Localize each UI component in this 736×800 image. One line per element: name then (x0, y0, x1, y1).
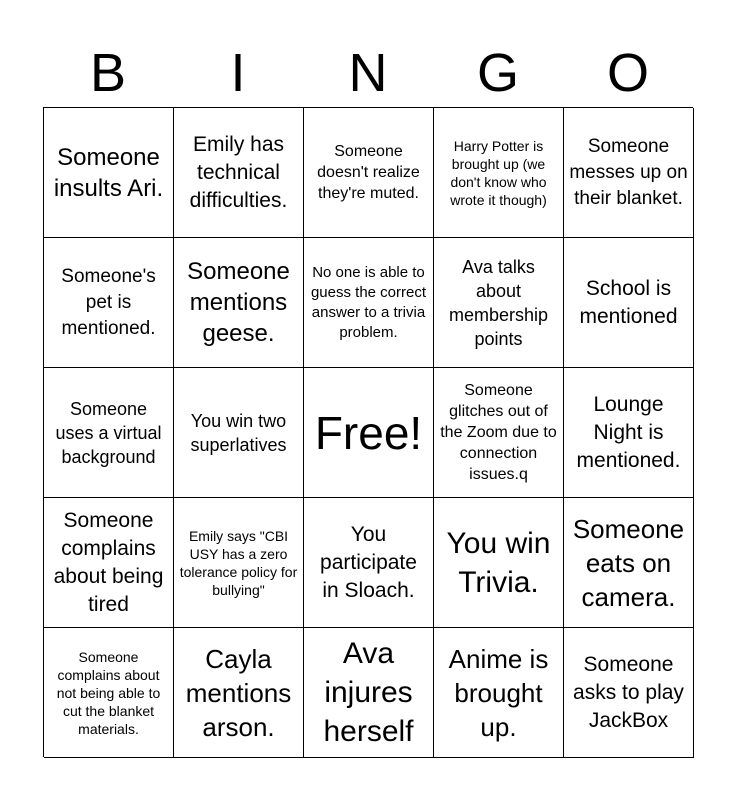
bingo-cell[interactable] (44, 498, 174, 628)
header-letter-n: N (348, 43, 388, 103)
bingo-cell-text: Someone's pet is mentioned. (61, 265, 156, 339)
bingo-cell[interactable] (304, 628, 434, 758)
bingo-cell[interactable] (174, 628, 304, 758)
bingo-cell[interactable] (44, 628, 174, 758)
bingo-cell[interactable] (304, 498, 434, 628)
bingo-cell[interactable] (564, 108, 694, 238)
bingo-cell[interactable] (174, 238, 304, 368)
bingo-cell[interactable] (434, 498, 564, 628)
bingo-cell[interactable] (174, 498, 304, 628)
bingo-cell-text: You participate in Sloach. (320, 522, 417, 602)
bingo-cell[interactable] (564, 628, 694, 758)
bingo-cell-text: School is mentioned (579, 276, 678, 328)
bingo-cell[interactable] (434, 628, 564, 758)
bingo-cell-text: No one is able to guess the correct answer to a trivia problem. (310, 263, 427, 341)
bingo-cell-text: You win Trivia. (446, 526, 551, 599)
bingo-cell-text: Someone complains about not being able to cut the blanket materials. (56, 648, 161, 737)
bingo-cell[interactable] (174, 108, 304, 238)
bingo-cell[interactable] (44, 238, 174, 368)
bingo-cell-text: Someone insults Ari. (53, 143, 164, 202)
bingo-cell-text: Someone eats on camera. (572, 513, 685, 612)
bingo-cell-text: Someone doesn't realize they're muted. (317, 143, 420, 202)
bingo-cell[interactable] (564, 368, 694, 498)
free-space-text: Free! (314, 406, 423, 459)
bingo-cell-text: Anime is brought up. (448, 643, 549, 742)
bingo-card-grid (43, 107, 693, 757)
bingo-cell[interactable] (174, 368, 304, 498)
bingo-cell[interactable] (44, 108, 174, 238)
bingo-cell-text: Someone glitches out of the Zoom due to connection issues.q (440, 382, 557, 483)
header-letter-b: B (89, 43, 127, 103)
bingo-header (43, 40, 693, 106)
bingo-cell-text: Someone messes up on their blanket. (569, 135, 688, 209)
bingo-cell[interactable] (564, 498, 694, 628)
bingo-cell[interactable] (434, 238, 564, 368)
bingo-cell[interactable] (44, 368, 174, 498)
bingo-cell-text: Ava injures herself (323, 637, 414, 748)
bingo-cell-text: Cayla mentions arson. (185, 643, 292, 742)
bingo-cell[interactable] (564, 238, 694, 368)
bingo-cell-text: Someone mentions geese. (187, 258, 290, 347)
bingo-cell-text: You win two superlatives (190, 410, 287, 455)
bingo-cell-text: Someone complains about being tired (53, 508, 164, 616)
bingo-cell[interactable] (304, 108, 434, 238)
bingo-cell-text: Harry Potter is brought up (we don't know who wrote it though) (450, 137, 547, 208)
bingo-cell-text: Ava talks about membership points (448, 256, 549, 349)
bingo-cell-text: Emily has technical difficulties. (189, 132, 288, 212)
bingo-cell-text: Emily says "CBI USY has a zero tolerance policy for bullying" (179, 527, 298, 598)
bingo-cell[interactable] (434, 108, 564, 238)
bingo-cell[interactable] (304, 238, 434, 368)
header-letter-i: I (230, 43, 246, 103)
header-letter-g: G (476, 43, 519, 103)
bingo-cell-text: Someone asks to play JackBox (573, 652, 684, 732)
bingo-cell-text: Someone uses a virtual background (55, 398, 162, 467)
bingo-free-space[interactable] (304, 368, 434, 498)
bingo-cell[interactable] (434, 368, 564, 498)
bingo-cell-text: Lounge Night is mentioned. (576, 392, 681, 472)
header-letter-o: O (606, 43, 649, 103)
